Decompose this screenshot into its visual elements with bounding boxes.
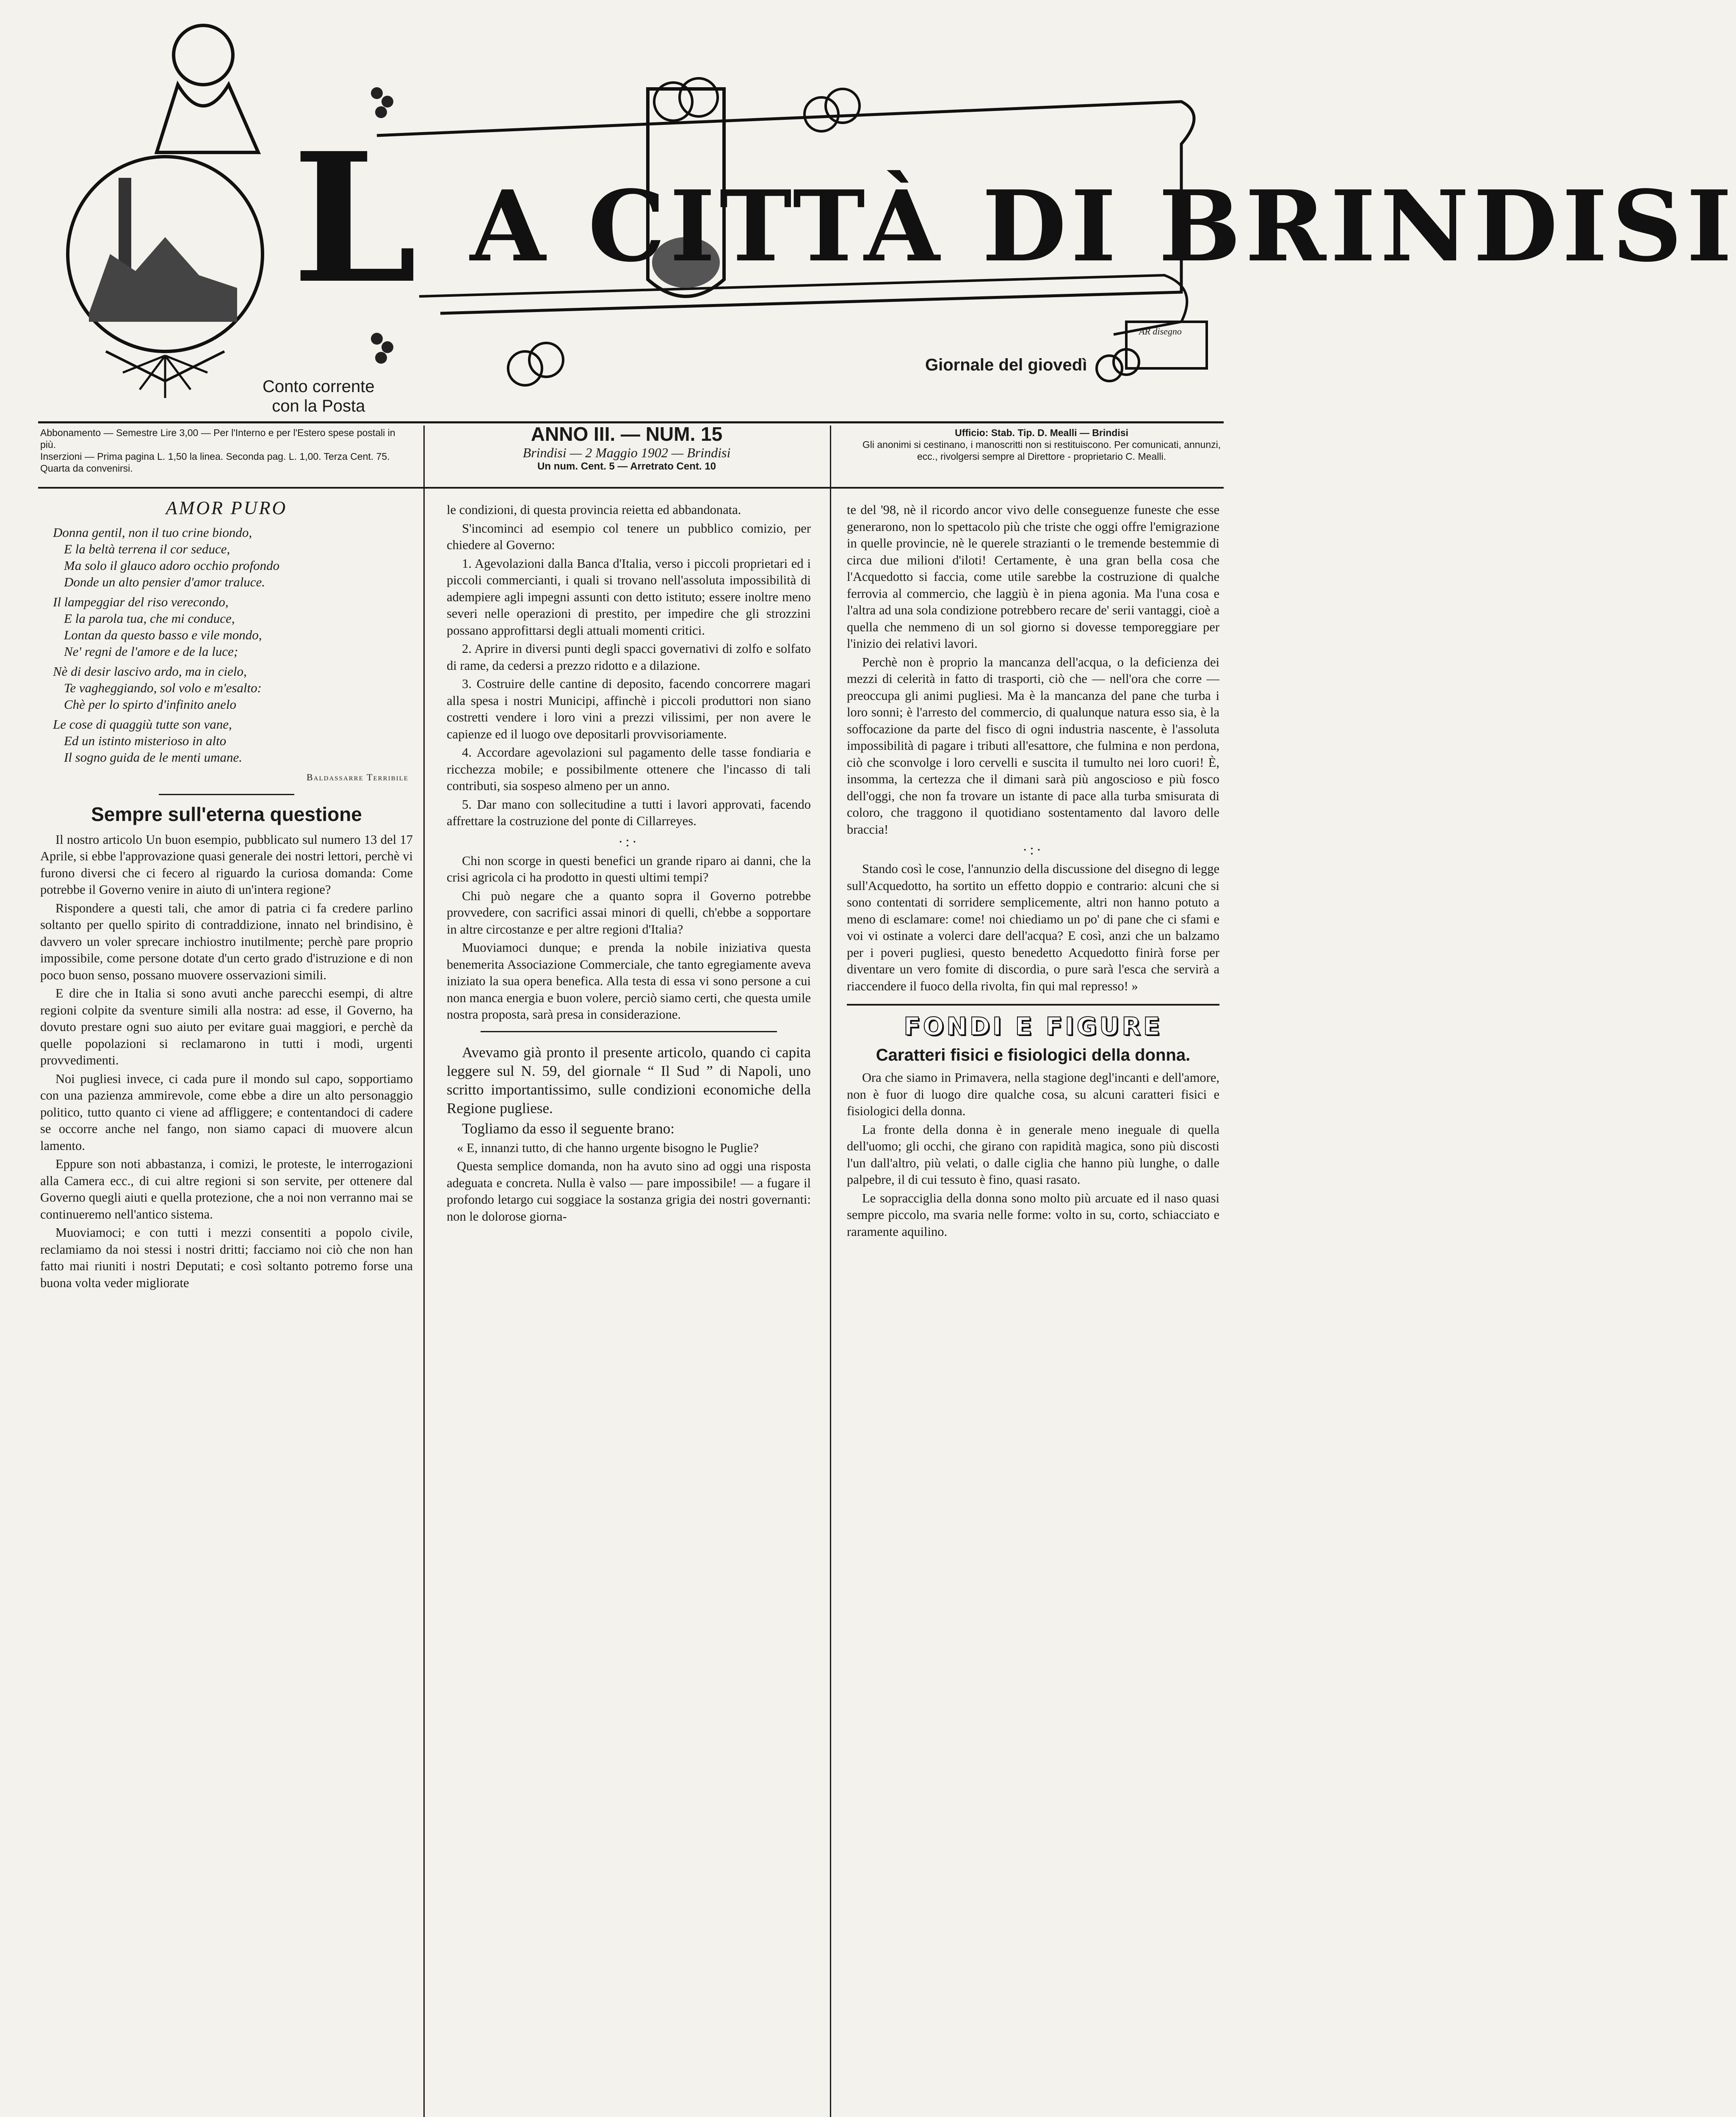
anonimi-text: Gli anonimi si cestinano, i manoscritti non si restituiscono. Per comunicati, annunzi, ecc., rivolgersi sempre al Direttore - proprietario C. Mealli. bbox=[862, 439, 1221, 462]
article-paragraph: 2. Aprire in diversi punti degli spacci governativi di zolfo e solfato di rame, da cedersi a prezzo ridotto e a dilazione. bbox=[447, 641, 811, 673]
article-paragraph: Il nostro articolo Un buon esempio, pubblicato sul numero 13 del 17 Aprile, si ebbe l'approvazione quasi generale dei nostri lettori, perchè vi furono diversi che ci fecero al riguardo la curiosa domanda: Come potrebbe il Governo venire in aiuto di un'intera regione? bbox=[40, 832, 413, 897]
article-paragraph: E dire che in Italia si sono avuti anche parecchi esempi, di altre regioni colpite da sventure simili alla nostra: ad esse, il Governo, ha dovuto prestare ogni suo aiuto per evitare guai maggiori, e perchè da quelle popolazioni si reclamarono in tutti i modi, urgenti provvedimenti. bbox=[40, 986, 413, 1067]
article-paragraph: Muoviamoci; e con tutti i mezzi consentiti a popolo civile, reclamiamo da noi stessi i nostri dritti; facciamo noi ciò che non han fatto mai riuniti i nostri Deputati; e così soltanto potremo forse una buona volta veder migliorate bbox=[40, 1225, 413, 1290]
fondi-banner-text: FONDI E FIGURE bbox=[904, 1012, 1163, 1041]
poem-line: E la parola tua, che mi conduce, bbox=[64, 611, 235, 626]
issue-price: Un num. Cent. 5 — Arretrato Cent. 10 bbox=[537, 461, 716, 472]
article-paragraph-large: Togliamo da esso il seguente brano: bbox=[462, 1120, 675, 1137]
poem-author: Baldassarre Terribile bbox=[306, 771, 409, 782]
article-paragraph: Rispondere a questi tali, che amor di patria ci fa credere parlino soltanto per quello spirito di contraddizione, innato nel brindisino, è davvero un voler sprecare inchiostro inutilmente; perchè pare proprio impossibile, come persone dotate d'un certo grado d'istruzione e di non poco buon senso, possano muovere osservazioni simili. bbox=[40, 901, 413, 982]
masthead-subtitle: Giornale del giovedì bbox=[925, 356, 1087, 374]
article-paragraph: Chi non scorge in questi benefici un grande riparo ai danni, che la crisi agricola ci ha prodotto in questi ultimi tempi? bbox=[447, 853, 811, 884]
abbonamento-text: Abbonamento — Semestre Lire 3,00 — Per l'Interno e per l'Estero spese postali in più. bbox=[40, 427, 395, 450]
poem-line: Il lampeggiar del riso verecondo, bbox=[53, 594, 229, 609]
section-rule bbox=[847, 1004, 1219, 1006]
masthead-initial: L bbox=[292, 114, 417, 323]
article-paragraph: Muoviamoci dunque; e prenda la nobile iniziativa questa benemerita Associazione Commerciale, che tanto egregiamente aveva iniziato la sua opera benefica. Alla testa di essa vi sono persone a cui non manca energia e buon volere, perciò siamo certi, che questa umile nostra proposta, sarà presa in considerazione. bbox=[447, 940, 811, 1022]
article-paragraph: S'incominci ad esempio col tenere un pubblico comizio, per chiedere al Governo: bbox=[447, 521, 811, 552]
fondi-e-figure-banner bbox=[847, 1012, 1219, 1041]
info-bottom-rule bbox=[38, 487, 1224, 489]
office-info bbox=[855, 427, 1228, 462]
section-divider bbox=[159, 794, 294, 795]
column-1 bbox=[40, 497, 413, 1293]
conto-line-2: con la Posta bbox=[272, 397, 365, 415]
poem-line: Le cose di quaggiù tutte son vane, bbox=[53, 716, 232, 732]
conto-corrente-note bbox=[263, 377, 375, 416]
subscription-info bbox=[40, 427, 413, 474]
fondi-paragraph: Ora che siamo in Primavera, nella stagione degl'incanti e dell'amore, non è fuor di luogo dire qualche cosa, su alcuni caratteri fisici e fisiologici della donna. bbox=[847, 1070, 1219, 1118]
article-paragraph: te del '98, nè il ricordo ancor vivo delle conseguenze funeste che esse generarono, non lo spettacolo più che triste che oggi offre l'emigrazione in quelle provincie, nè le querele strazianti o le tremende bestemmie di circa due milioni d'iloti! Certamente, è una gran bella cosa che l'Acquedotto si faccia, come utile sarebbe la costruzione di qualche ferrovia al commercio, che laggiù è in piena agonia. Ma l'una cosa e l'altra ad una sola condizione potrebbero recare de' serii vantaggi, cioè a quella che nemmeno di un sol giorno si dovesse temporeggiare per l'inizio dei relativi lavori. bbox=[847, 503, 1219, 651]
article-paragraph: Eppure son noti abbastanza, i comizi, le proteste, le interrogazioni alla Camera ecc., di cui altre regioni si son servite, per ottenere dal Governo quegli aiuti e quella protezione, che a noi non verranno mai se continueremo nell'antico sistema. bbox=[40, 1157, 413, 1222]
quoted-excerpt bbox=[447, 1140, 811, 1225]
poem bbox=[53, 524, 413, 766]
poem-stanza bbox=[53, 663, 413, 713]
poem-line: Te vagheggiando, sol volo e m'esalto: bbox=[64, 680, 262, 695]
poem-line: Donna gentil, non il tuo crine biondo, bbox=[53, 525, 252, 540]
article-paragraph-large: Avevamo già pronto il presente articolo, quando ci capita leggere sul N. 59, del giornale “ Il Sud ” di Napoli, uno scritto importantissimo, sulle condizioni economiche della Regione pugliese. bbox=[447, 1044, 811, 1117]
poem-line: Ed un istinto misterioso in alto bbox=[64, 733, 227, 748]
masthead-title: A CITTÀ DI BRINDISI bbox=[470, 169, 1736, 284]
poem-line: Ne' regni de l'amore e de la luce; bbox=[64, 644, 238, 659]
article-paragraph: Chi può negare che a quanto sopra il Governo potrebbe provvedere, con sacrifici assai minori di quelli, ch'ebbe a sopportare in altre circostanze e per altre regioni d'Italia? bbox=[447, 888, 811, 937]
masthead bbox=[38, 17, 1736, 419]
poem-line: Donde un alto pensier d'amor traluce. bbox=[64, 574, 265, 589]
article-paragraph: 1. Agevolazioni dalla Banca d'Italia, verso i piccoli proprietari ed i piccoli commercianti, i quali si trovano nell'assoluta impossibilità di adempiere agli impegni assunti con detto istituto; essere inoltre meno severi nelle operazioni di prestito, per impedire che gli strozzini possano approfittarsi degli attuali momenti critici. bbox=[447, 556, 811, 638]
poem-line: Ma solo il glauco adoro occhio profondo bbox=[64, 558, 280, 573]
poem-line: Lontan da questo basso e vile mondo, bbox=[64, 627, 262, 642]
article-paragraph: le condizioni, di questa provincia reietta ed abbandonata. bbox=[447, 503, 741, 517]
article-paragraph: Noi pugliesi invece, ci cada pure il mondo sul capo, sopportiamo con una pazienza ammirevole, come ebbe a dire un alto personaggio politico, tutto quanto ci viene ad affliggere; e contentandoci di cadere se occorre anche nel fango, non siamo capaci di muovere alcun lamento. bbox=[40, 1071, 413, 1153]
poem-line: Chè per lo spirto d'infinito anelo bbox=[64, 696, 237, 712]
issue-number: ANNO III. — NUM. 15 bbox=[531, 423, 723, 445]
fondi-paragraph: La fronte della donna è in generale meno ineguale di quella dell'uomo; gli occhi, che girano con rapidità magica, sono più discosti l'un dall'altro, più velati, o dalle ciglia che hanno più lunghe, o dalle palpebre, il di cui tessuto è fino, quasi rasato. bbox=[847, 1122, 1219, 1187]
column-2 bbox=[447, 502, 811, 1227]
section-divider bbox=[481, 1031, 777, 1032]
section-dots: ·:· bbox=[1022, 842, 1044, 858]
ufficio-text: Ufficio: Stab. Tip. D. Mealli — Brindisi bbox=[955, 427, 1128, 438]
quote-paragraph: Questa semplice domanda, non ha avuto sino ad oggi una risposta adeguata e concreta. Nulla è valso — pare impossibile! — a fugare il profondo letargo cui soggiace la sostanza grigia dei nostri governanti: non le dolorose giorna- bbox=[447, 1159, 811, 1224]
info-divider-right bbox=[830, 426, 831, 2117]
poem-stanza bbox=[53, 716, 413, 766]
info-divider-left bbox=[423, 426, 425, 2117]
article-title: Sempre sull'eterna questione bbox=[91, 803, 362, 825]
poem-stanza bbox=[53, 524, 413, 590]
inserzioni-text: Inserzioni — Prima pagina L. 1,50 la linea. Seconda pag. L. 1,00. Terza Cent. 75. Quarta da convenirsi. bbox=[40, 451, 390, 474]
column-3 bbox=[847, 502, 1219, 1242]
article-paragraph: 5. Dar mano con sollecitudine a tutti i lavori approvati, facendo affrettare la costruzione del ponte di Cillarreyes. bbox=[447, 797, 811, 828]
section-dots: ·:· bbox=[618, 834, 640, 850]
article-paragraph: Stando così le cose, l'annunzio della discussione del disegno di legge sull'Acquedotto, ha sortito un effetto doppio e contrario: alcuni che si sono contentati di sorridere semplicemente, altri non hanno potuto a meno di esclamare: come! noi chiediamo un po' di pane che ci sfami e voi vi ostinate a volerci dare dell'acqua? E così, anzi che un balzamo per i poveri pugliesi, questo benedetto Acquedotto finirà forse per diventare un vero fomite di discordia, o pure sarà l'esca che servirà a riaccendere il fuoco della rivolta, fin qui mal represso! » bbox=[847, 862, 1219, 993]
conto-line-1: Conto corrente bbox=[263, 377, 375, 396]
poem-stanza bbox=[53, 594, 413, 660]
fondi-paragraph: Le sopracciglia della donna sono molto più arcuate ed il naso quasi sempre piccolo, ma svaria nelle forme: volto in su, corto, schiacciato e raramente aquilino. bbox=[847, 1191, 1219, 1239]
issue-date: Brindisi — 2 Maggio 1902 — Brindisi bbox=[522, 445, 731, 460]
fondi-subtitle: Caratteri fisici e fisiologici della donna. bbox=[876, 1045, 1191, 1064]
article-paragraph: Perchè non è proprio la mancanza dell'acqua, o la deficienza dei mezzi di celerità in fatto di trasporti, ciò che — nell'ora che corre — preoccupa gli animi pugliesi. Ma è la mancanza del pane che turba i loro sonni; è l'arresto del commercio, di qualunque natura esso sia, è la soffocazione da parte del fisco di ogni industria nascente, è l'assoluta impossibilità di pagare i tributi all'esattore, che fulmina e non perdona, ciò che sconvolge i loro cervelli e suscita il tumulto nei loro cuori! È, insomma, la certezza che il dimani sarà più angoscioso e più fosco dell'oggi, che non fa trovare un istante di pace alla turba smisurata di coloro, che traggono il quotidiano sostentamento dal lavoro delle braccia! bbox=[847, 655, 1219, 837]
article-paragraph: 3. Costruire delle cantine di deposito, facendo concorrere magari alla spesa i nostri Municipi, affinchè i piccoli produttori non siano costretti vendere i loro vini a prezzi vilissimi, per non avere le capienze ed il luogo ove depositarli provvisoriamente. bbox=[447, 677, 811, 741]
poem-line: Il sogno guida de le menti umane. bbox=[64, 749, 243, 765]
quote-paragraph: « E, innanzi tutto, di che hanno urgente bisogno le Puglie? bbox=[457, 1140, 759, 1155]
poem-line: Nè di desir lascivo ardo, ma in cielo, bbox=[53, 663, 247, 679]
issue-info bbox=[440, 423, 813, 473]
masthead-art-credit: AR disegno bbox=[1139, 326, 1182, 337]
article-paragraph: 4. Accordare agevolazioni sul pagamento delle tasse fondiaria e ricchezza mobile; e possibilmente ottenere che l'incasso di tali contributi, sia sospeso almeno per un anno. bbox=[447, 745, 811, 793]
poem-title: AMOR PURO bbox=[166, 497, 287, 518]
poem-line: E la beltà terrena il cor seduce, bbox=[64, 541, 230, 556]
